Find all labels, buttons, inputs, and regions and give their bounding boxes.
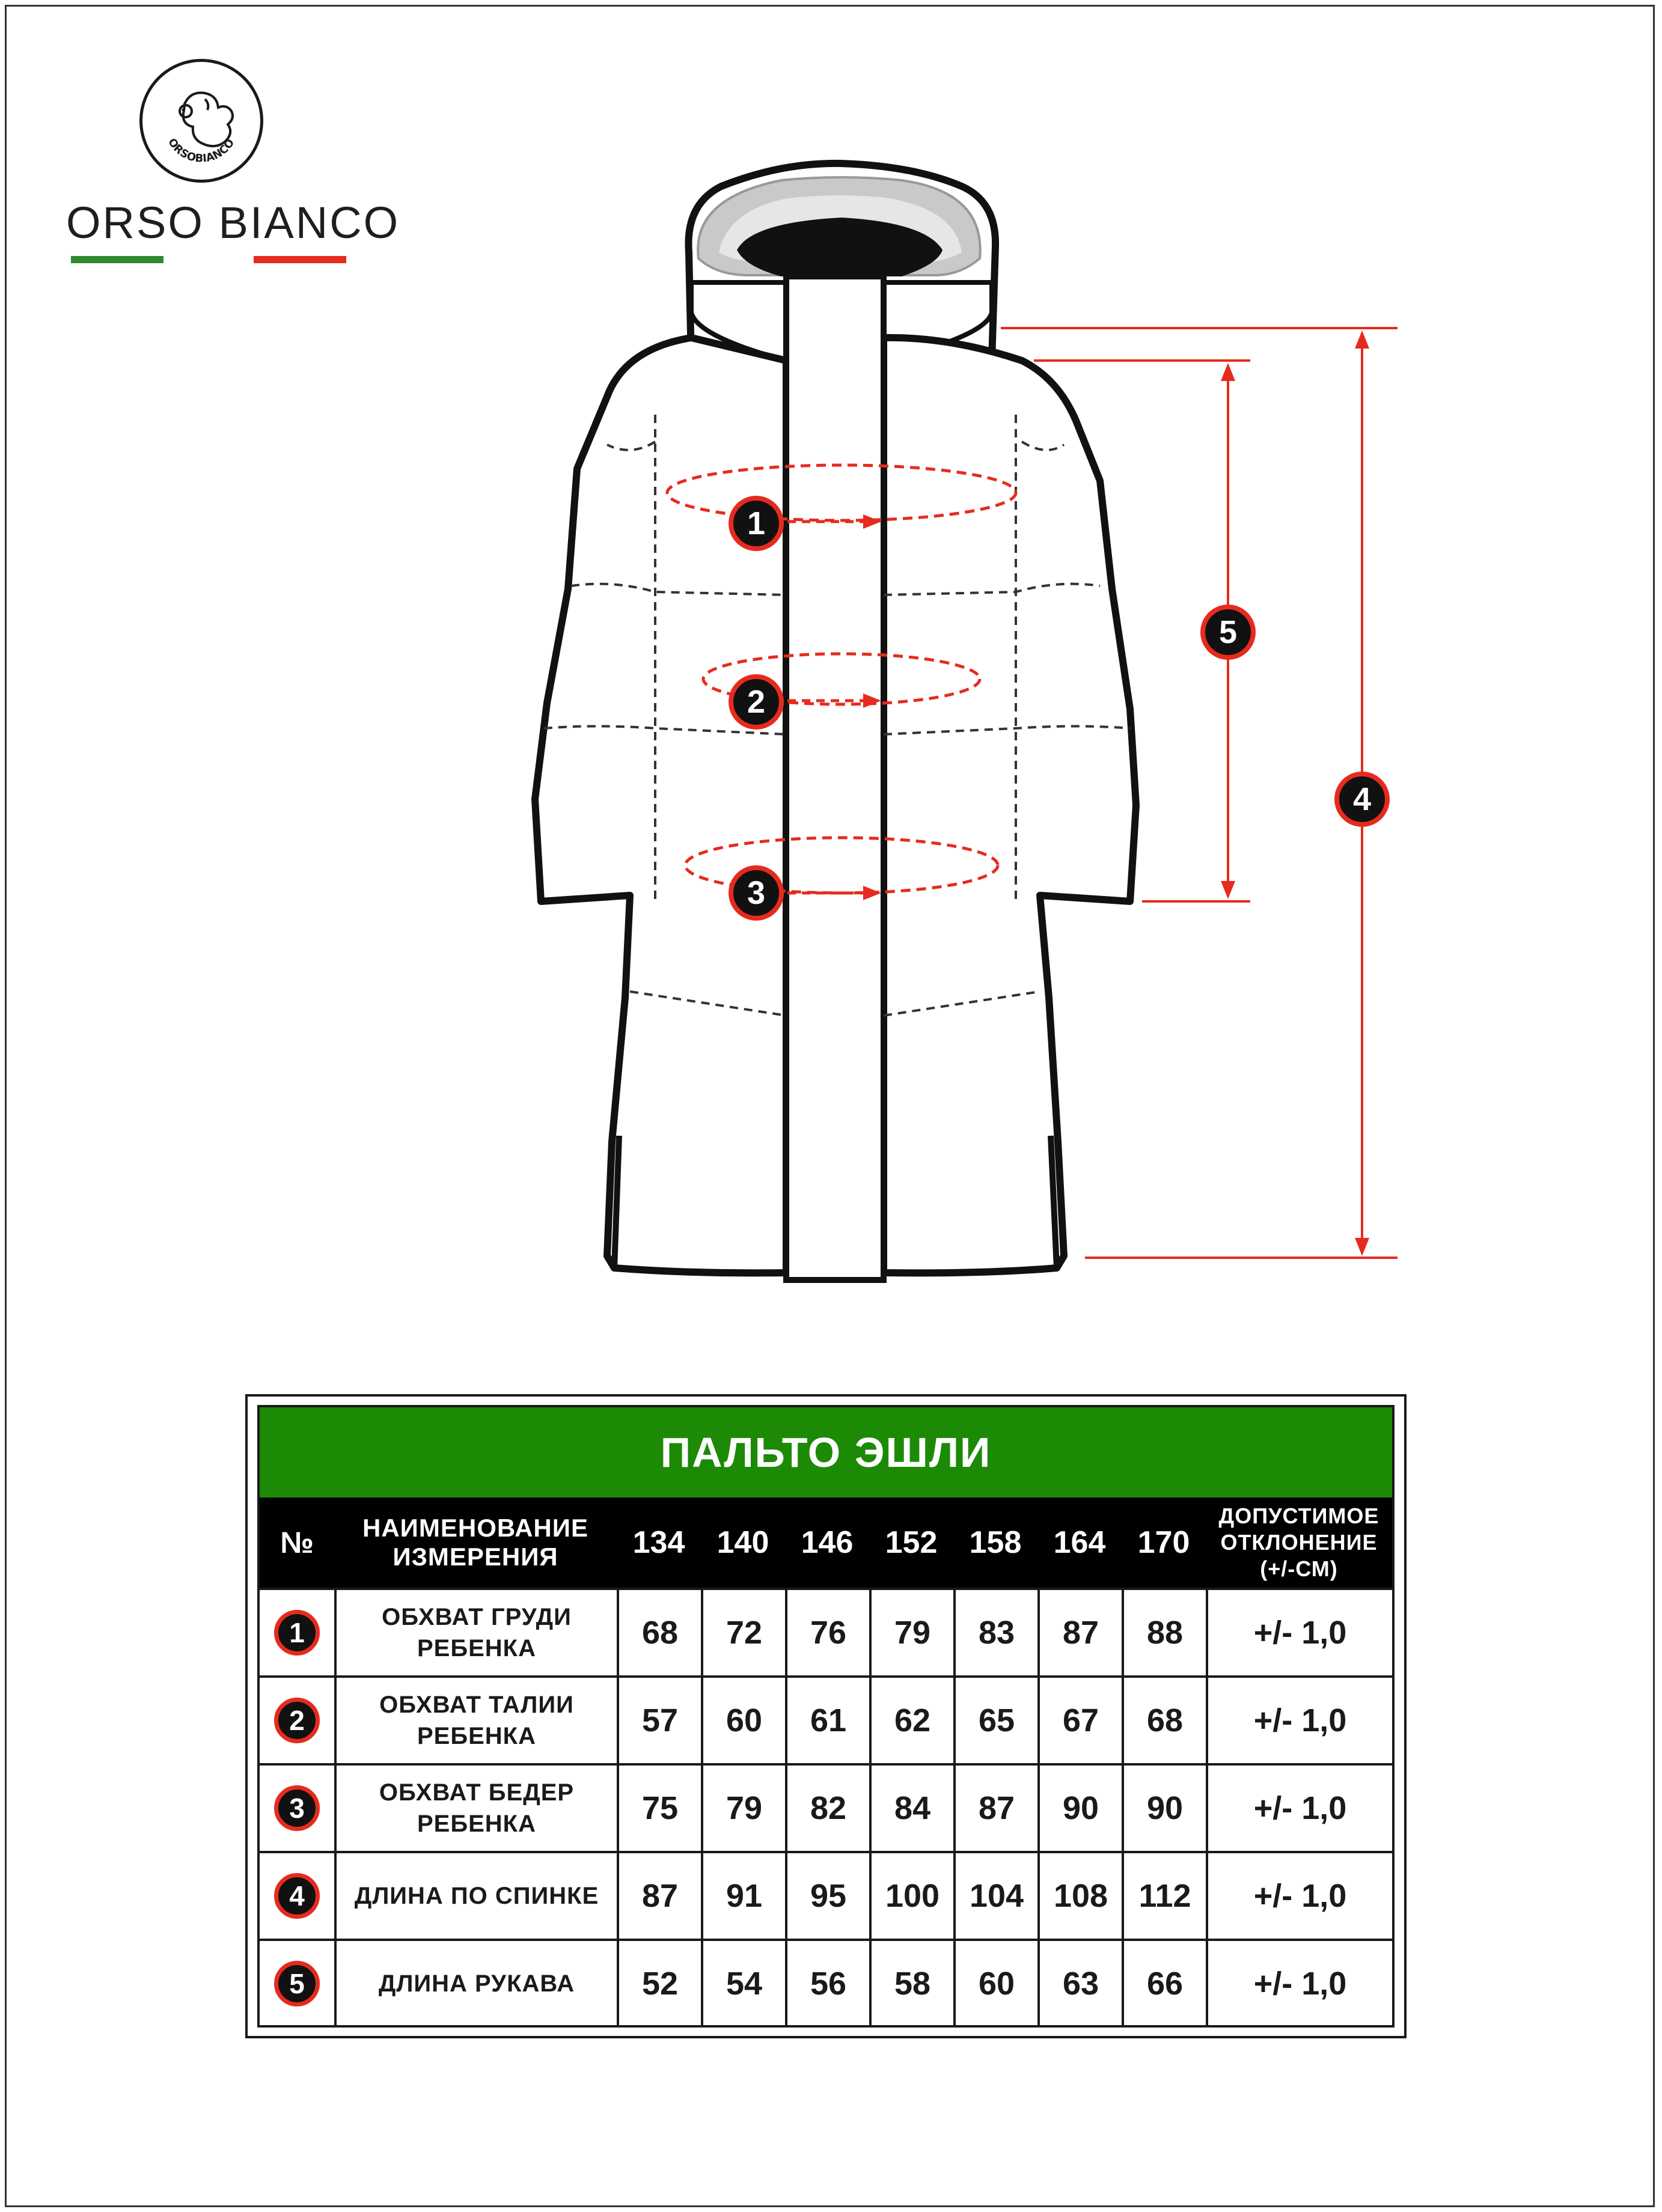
row-value-size-152: 84 [869,1766,953,1851]
row-value-size-134: 57 [617,1678,701,1763]
size-table [245,1394,1407,2038]
row-value-size-158: 83 [953,1590,1037,1675]
row-value-size-140: 60 [701,1678,785,1763]
row-value-size-152: 100 [869,1853,953,1939]
row-value-size-158: 65 [953,1678,1037,1763]
header-size-158: 158 [969,1525,1022,1560]
size-table-inner [257,1405,1395,2028]
front-placket [786,276,884,1280]
row-value-size-164: 63 [1037,1941,1122,2026]
row-number-badge: 4 [274,1873,320,1919]
table-row [260,1851,1392,1939]
row-value-size-134: 87 [617,1853,701,1939]
row-number-cell [260,1853,334,1939]
header-num: № [280,1526,314,1559]
row-measurement-name [334,1941,617,2026]
row-tolerance: +/- 1,0 [1206,1853,1392,1939]
measurement-name-name-line2: РЕБЕНКА [417,1635,536,1662]
diagram-marker-3: 3 [729,865,784,921]
back-length-arrow-top [1355,331,1369,349]
row-value-size-140: 79 [701,1766,785,1851]
row-tolerance: +/- 1,0 [1206,1766,1392,1851]
row-value-size-170: 68 [1122,1678,1206,1763]
diagram-marker-2: 2 [729,674,784,730]
row-value-size-140: 72 [701,1590,785,1675]
row-value-size-164: 87 [1037,1590,1122,1675]
header-size-164: 164 [1053,1525,1106,1560]
row-measurement-name [334,1678,617,1763]
table-row [260,1939,1392,2026]
row-value-size-170: 112 [1122,1853,1206,1939]
row-tolerance: +/- 1,0 [1206,1678,1392,1763]
coat-right-body [884,338,1136,1273]
row-value-size-134: 75 [617,1766,701,1851]
brand-name: ORSO BIANCO [66,198,400,248]
measurement-name-name-line1: ОБХВАТ БЕДЕР [379,1779,575,1806]
logo-ring-text: ORSOBIANCO [165,136,237,165]
measurement-name-name-line1: ОБХВАТ ГРУДИ [382,1604,572,1630]
row-measurement-name [334,1766,617,1851]
header-name-line2: ИЗМЕРЕНИЯ [393,1543,558,1571]
measurement-name-name-line2: РЕБЕНКА [417,1723,536,1749]
row-measurement-name [334,1590,617,1675]
sleeve-length-arrow-bottom [1221,881,1235,899]
header-size-152: 152 [885,1525,938,1560]
row-value-size-158: 87 [953,1766,1037,1851]
header-size-140: 140 [716,1525,769,1560]
coat-left-body [535,338,786,1273]
row-value-size-170: 90 [1122,1766,1206,1851]
row-value-size-152: 62 [869,1678,953,1763]
row-value-size-146: 56 [785,1941,869,2026]
row-value-size-146: 82 [785,1766,869,1851]
row-value-size-158: 60 [953,1941,1037,2026]
header-size-146: 146 [801,1525,854,1560]
sleeve-length-arrow-top [1221,363,1235,381]
measurement-name-name-line1: ДЛИНА РУКАВА [378,1970,575,1997]
row-value-size-134: 52 [617,1941,701,2026]
row-value-size-158: 104 [953,1853,1037,1939]
table-row [260,1763,1392,1851]
table-title: ПАЛЬТО ЭШЛИ [260,1407,1392,1498]
row-value-size-152: 79 [869,1590,953,1675]
diagram-marker-4: 4 [1334,772,1390,827]
row-number-badge: 5 [274,1961,320,2006]
header-tol-line3: (+/-СМ) [1260,1556,1338,1581]
row-value-size-170: 66 [1122,1941,1206,2026]
row-measurement-name [334,1853,617,1939]
table-row [260,1588,1392,1675]
row-number-badge: 1 [274,1610,320,1656]
row-value-size-140: 54 [701,1941,785,2026]
header-tol-line1: ДОПУСТИМОЕ [1218,1504,1379,1528]
row-value-size-152: 58 [869,1941,953,2026]
header-size-134: 134 [632,1525,685,1560]
row-value-size-164: 108 [1037,1853,1122,1939]
row-tolerance: +/- 1,0 [1206,1590,1392,1675]
back-length-arrow-bottom [1355,1238,1369,1256]
row-value-size-164: 67 [1037,1678,1122,1763]
measurement-name-name-line1: ОБХВАТ ТАЛИИ [379,1692,574,1718]
table-header-row [260,1498,1392,1588]
measurement-name-name-line2: РЕБЕНКА [417,1811,536,1837]
row-number-badge: 2 [274,1698,320,1743]
row-number-cell [260,1941,334,2026]
diagram-marker-1: 1 [729,496,784,551]
measurement-name-name-line1: ДЛИНА ПО СПИНКЕ [354,1883,599,1909]
row-value-size-164: 90 [1037,1766,1122,1851]
row-number-cell [260,1678,334,1763]
row-number-cell [260,1766,334,1851]
table-row [260,1675,1392,1763]
header-measurement-name [334,1498,617,1588]
header-tolerance [1206,1498,1392,1588]
row-value-size-146: 61 [785,1678,869,1763]
row-value-size-146: 95 [785,1853,869,1939]
header-name-line1: НАИМЕНОВАНИЕ [362,1514,588,1542]
diagram-marker-5: 5 [1200,605,1256,660]
row-value-size-170: 88 [1122,1590,1206,1675]
row-number-badge: 3 [274,1785,320,1831]
row-value-size-140: 91 [701,1853,785,1939]
header-tol-line2: ОТКЛОНЕНИЕ [1220,1530,1378,1555]
header-size-170: 170 [1137,1525,1190,1560]
row-tolerance: +/- 1,0 [1206,1941,1392,2026]
row-value-size-146: 76 [785,1590,869,1675]
row-number-cell [260,1590,334,1675]
row-value-size-134: 68 [617,1590,701,1675]
